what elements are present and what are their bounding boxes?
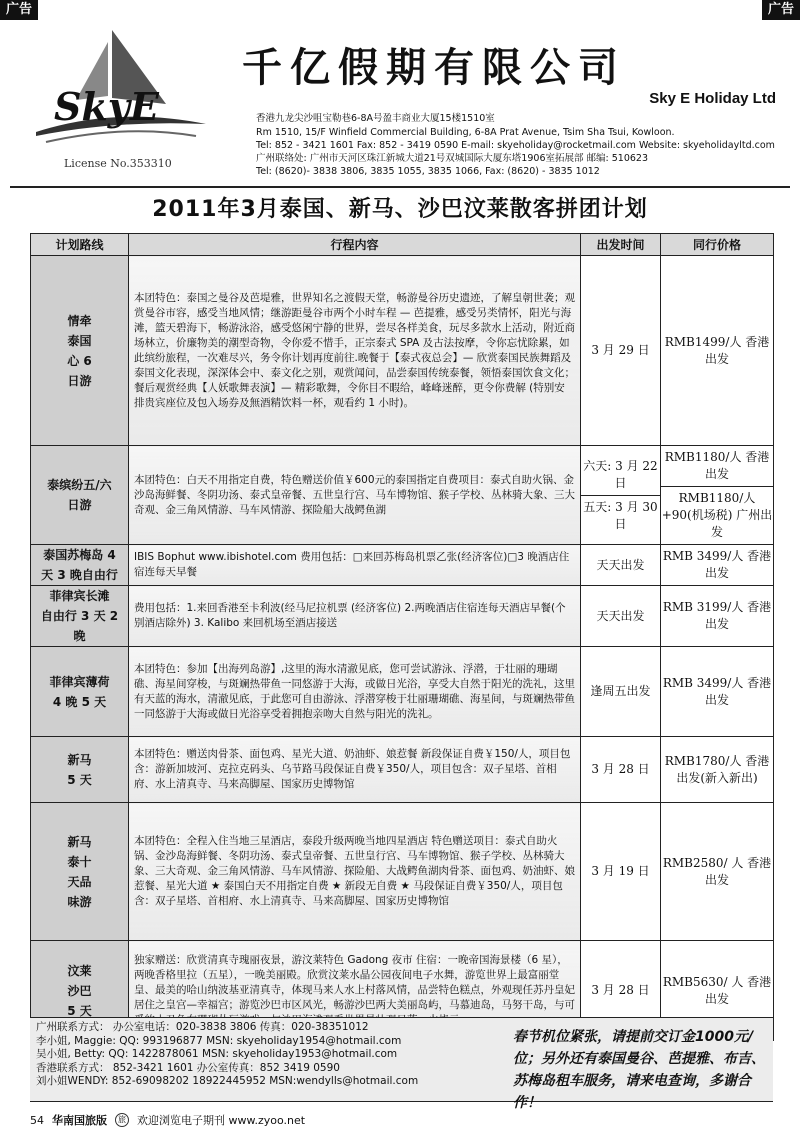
content-cell: 费用包括：1.来回香港至卡利波(经马尼拉机票 (经济客位) 2.两晚酒店住宿连每天酒店早餐(个别酒店除外) 3. Kalibo 来回机场至酒店接送 xyxy=(129,586,581,647)
ad-label-right: 广告 xyxy=(762,0,800,20)
company-header xyxy=(10,20,790,185)
price-cell: RMB2580/ 人 香港出发 xyxy=(661,803,774,941)
date-cell: 天天出发 xyxy=(581,545,661,586)
table-row xyxy=(31,545,774,586)
table-row xyxy=(31,647,774,737)
price-cell: RMB1499/人 香港出发 xyxy=(661,256,774,446)
table-header-row xyxy=(31,234,774,256)
date-cell: 3 月 28 日 xyxy=(581,941,661,1041)
price-cell: RMB1780/人 香港出发(新入新出) xyxy=(661,737,774,803)
route-cell: 菲律宾长滩 自由行 3 天 2 晚 xyxy=(31,586,129,647)
content-cell: 本团特色：白天不用指定自费，特色赠送价值￥600元的泰国指定自费项目：泰式自助火锅、金沙岛海鲜餐、冬阴功汤、泰式皇帝餐、五世皇行宫、马车博物馆、猴子学校、丛林骑大象、三大奇观、金三角风情游、马车风情游、探险船大战鳄鱼湖 xyxy=(129,446,581,545)
route-cell: 菲律宾薄荷 4 晚 5 天 xyxy=(31,647,129,737)
route-cell: 泰国苏梅岛 4 天 3 晚自由行 xyxy=(31,545,129,586)
col-header-price: 同行价格 xyxy=(661,234,774,256)
contact-line: 刘小姐WENDY: 852-69098202 18922445952 MSN:wendylls@hotmail.com xyxy=(36,1075,419,1087)
price-cell: RMB1180/人 香港出发 RMB1180/人 +90(机场税) 广州出发 xyxy=(661,446,774,545)
contact-line: 香港联系方式： 852-3421 1601 办公室传真：852 3419 0590 xyxy=(36,1061,340,1074)
sailboat-logo-icon xyxy=(16,24,216,154)
company-name-cn: 千亿假期有限公司 xyxy=(242,45,626,91)
price-cell: RMB5630/ 人 香港出发 xyxy=(661,941,774,1041)
col-header-route: 计划路线 xyxy=(31,234,129,256)
date-cell: 六天: 3 月 22 日 五天: 3 月 30 日 xyxy=(581,446,661,545)
date-cell: 3 月 19 日 xyxy=(581,803,661,941)
page-title: 2011年3月泰国、新马、沙巴汶莱散客拼团计划 xyxy=(152,197,648,222)
col-header-date: 出发时间 xyxy=(581,234,661,256)
contact-gz: Tel: (8620)- 3838 3806, 3835 1055, 3835 1066, Fax: (8620) - 3835 1012 xyxy=(256,166,600,177)
content-cell: 独家赠送：欣赏清真寺瑰丽夜景，游汶莱特色 Gadong 夜市 住宿：一晚帝国海景楼（6 星），两晚香格里拉（五星），一晚美丽殿。欣赏汶莱水晶公园夜间电子水舞，游览世界上最富丽堂皇、最美的哈山纳波基亚清真寺，体现马来人水上村落风情，品尝特色糕点，外观现任苏丹皇妃居住之皇宫—幸福宫；游览沙巴市区风光，畅游沙巴两大美丽岛屿，马慕迪岛，马努干岛，与可 xyxy=(129,941,581,1041)
price-cell: RMB 3499/人 香港出发 xyxy=(661,647,774,737)
price-cell: RMB 3199/人 香港出发 xyxy=(661,586,774,647)
ad-label-left: 广告 xyxy=(0,0,38,20)
route-cell: 新马 5 天 xyxy=(31,737,129,803)
date-cell: 3 月 29 日 xyxy=(581,256,661,446)
page-footer xyxy=(30,1112,305,1128)
page-number: 54 xyxy=(30,1113,44,1127)
logo-text: SkyE xyxy=(54,84,159,129)
license-number: License No.353310 xyxy=(64,157,172,170)
website-link[interactable]: 欢迎浏览电子期刊 www.zyoo.net xyxy=(137,1114,306,1127)
header-divider xyxy=(10,186,790,188)
contact-hk: Tel: 852 - 3421 1601 Fax: 852 - 3419 0590 E-mail: skyeholiday@rocketmail.com Website: skyeholidayltd.com xyxy=(256,140,775,151)
booking-notice: 春节机位紧张，请提前交订金1000元/位；另外还有泰国曼谷、芭提雅、布吉、苏梅岛租车服务，请来电查询，多谢合作！ xyxy=(513,1029,765,1111)
company-logo xyxy=(16,24,216,184)
table-row xyxy=(31,737,774,803)
content-cell: 本团特色：参加【出海列岛游】,这里的海水清澈见底，您可尝试游泳、浮潜，于壮丽的珊瑚礁、海星间穿梭，与斑斓热带鱼一同悠游于大海，或做日光浴，享受大自然于阳光的洗礼，这里有天蓝的海水，清澈见底，于此您可自由游泳、浮潜穿梭于壮丽珊瑚礁、海星间，与斑斓热带鱼一同悠游于大海或做日光浴享受着拥抱亲吻大自然与阳光的洗礼。 xyxy=(129,647,581,737)
col-header-content: 行程内容 xyxy=(129,234,581,256)
table-row xyxy=(31,803,774,941)
date-cell: 逢周五出发 xyxy=(581,647,661,737)
tour-plan-table xyxy=(30,233,774,1041)
content-cell: 本团特色：赠送肉骨茶、面包鸡、星光大道、奶油虾、娘惹餐 新段保证自费￥150/人，项目包含：游新加坡河、克拉克码头、乌节路马段保证自费￥350/人，项目包含：双子星塔、首相府、水上清真寺、马来高脚屋、国家历史博物馆 xyxy=(129,737,581,803)
content-cell: 本团特色：泰国之曼谷及芭堤雅，世界知名之渡假天堂，畅游曼谷历史遗迹，了解皇朝世袭；观赏曼谷市容，感受当地风情；继游距曼谷市两个小时车程 — 芭提雅，感受另类情怀，阳光与海滩，篮天碧海下，畅游泳浴，感受悠闲宁静的世界，尝尽各样美食，玩尽多款水上活动，附近商场林立，价廉物美的潮型奇物，令你爱不惜手，正宗泰式 SPA 及古法按摩，令你忘忧除累，如此缤纷旅程，一次难尽兴，务令你计划再度前往.晚餐于【泰式夜总会】— 欣赏泰国民族舞蹈及泰国文化表现，深深体会中、泰文化之别，观赏闻问，品尝泰国传统泰餐，领悟泰国饮食文化；餐后观赏经典【人妖歌舞表演】— 精彩歌舞，令你目不暇给，峰峰迷醉，更令你费解 (特别安排贵宾座位及包入场券及無酒精饮料一杯，观看约 1 小时)。 xyxy=(129,256,581,446)
route-cell: 新马 泰十 天品 味游 xyxy=(31,803,129,941)
table-row xyxy=(31,256,774,446)
content-cell: 本团特色：全程入住当地三星酒店，泰段升级两晚当地四星酒店 特色赠送项目：泰式自助火锅、金沙岛海鲜餐、冬阴功汤、泰式皇帝餐、五世皇行宫、马车博物馆、猴子学校、丛林骑大象、三大奇观、金三角风情游、马车风情游、探险船、大战鳄鱼湖肉骨茶、面包鸡、奶油虾、娘惹餐、星光大道 ★ 泰国白天不用指定自费 ★ 新段无自费 ★ 马段保证自费￥350/人，项目包含：双子星塔、首相府、水上清真寺、马来高脚屋、国家历史博物馆 xyxy=(129,803,581,941)
date-cell: 天天出发 xyxy=(581,586,661,647)
price-cell: RMB 3499/人 香港出发 xyxy=(661,545,774,586)
company-name-en: Sky E Holiday Ltd xyxy=(649,90,776,107)
route-cell: 汶莱 沙巴 5 天 xyxy=(31,941,129,1041)
contact-line: 吴小姐, Betty: QQ: 1422878061 MSN: skyeholiday1953@hotmail.com xyxy=(36,1048,398,1060)
table-row xyxy=(31,586,774,647)
address-gz: 广州联络处: 广州市天河区珠江新城大道21号双城国际大厦东塔1906室拓展部 邮编: 510623 xyxy=(256,153,648,164)
address-en: Rm 1510, 15/F Winfield Commercial Building, 6-8A Prat Avenue, Tsim Sha Tsui, Kowloon. xyxy=(256,127,675,138)
publisher-name: 华南国旅版 xyxy=(52,1114,107,1127)
publisher-logo-icon: 旅 xyxy=(115,1113,129,1127)
route-cell: 泰缤纷五/六 日游 xyxy=(31,446,129,545)
route-cell: 情牵 泰国 心 6 日游 xyxy=(31,256,129,446)
contact-footer xyxy=(30,1017,773,1111)
content-cell: IBIS Bophut www.ibishotel.com 费用包括：□来回苏梅岛机票乙张(经济客位)□3 晚酒店住宿连每天早餐 xyxy=(129,545,581,586)
date-cell: 3 月 28 日 xyxy=(581,737,661,803)
address-cn: 香港九龙尖沙咀宝勒巷6-8A号盈丰商业大厦15楼1510室 xyxy=(256,113,495,124)
contact-line: 广州联系方式： 办公室电话：020-3838 3806 传真：020-38351012 xyxy=(36,1021,369,1033)
table-row xyxy=(31,446,774,545)
contact-line: 李小姐, Maggie: QQ: 993196877 MSN: skyeholiday1954@hotmail.com xyxy=(36,1034,402,1047)
contact-list xyxy=(36,1021,418,1089)
